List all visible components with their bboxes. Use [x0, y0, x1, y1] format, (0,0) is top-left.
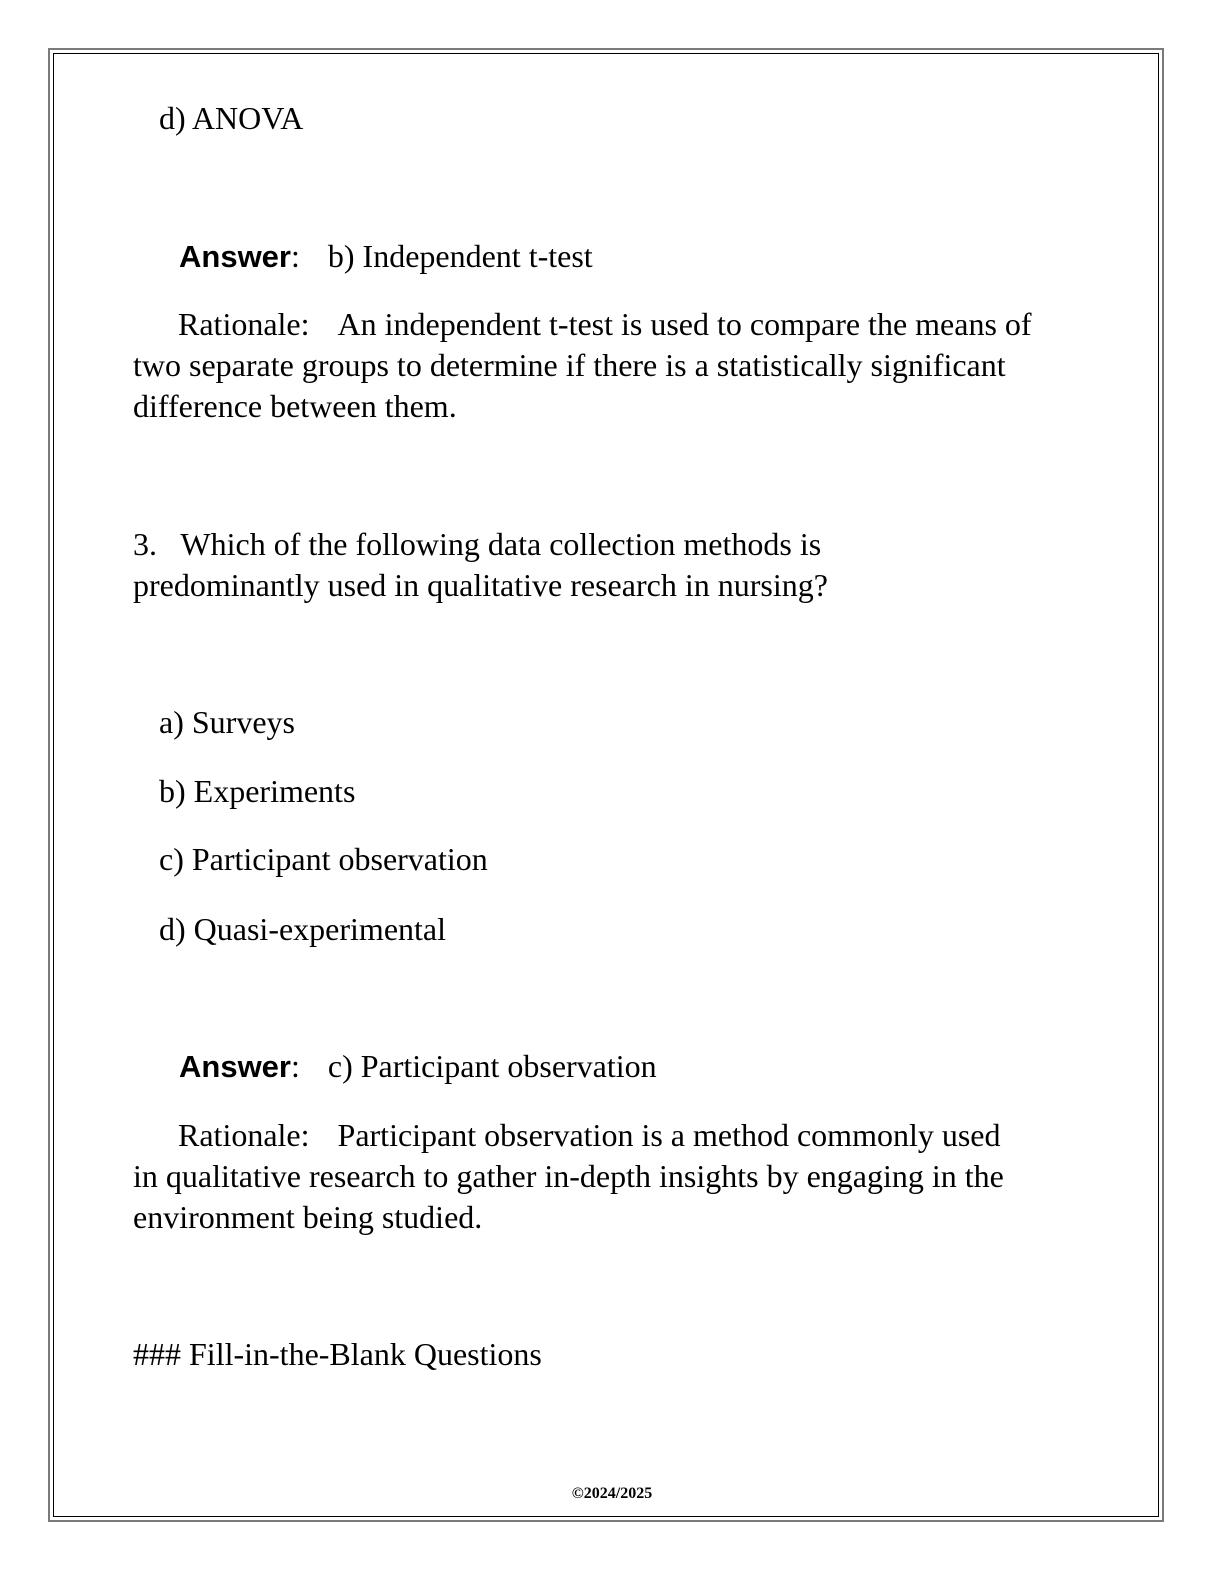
q3-rationale-label: Rationale:	[178, 1117, 310, 1153]
q2-rationale-label: Rationale:	[178, 306, 310, 342]
q2-answer-colon: :	[290, 238, 300, 274]
copyright-footer: ©2024/2025	[571, 1485, 653, 1502]
q3-answer-colon: :	[290, 1048, 300, 1084]
q3-option-d: d) Quasi-experimental	[159, 911, 446, 947]
q2-option-d: d) ANOVA	[159, 100, 304, 136]
q3-rationale-text: Participant observation is a method commonly used in qualitative research to gather in-depth insights by engaging in the environment being studied.	[133, 1117, 1004, 1235]
q3-answer-value: c) Participant observation	[327, 1048, 657, 1084]
q2-rationale-text: An independent t-test is used to compare the means of two separate groups to determine if there is a statistically significant difference between them.	[133, 306, 1032, 424]
q3-answer-line	[179, 1046, 657, 1087]
q3-option-b: b) Experiments	[159, 773, 356, 809]
q3-option-c: c) Participant observation	[159, 841, 488, 877]
q3-option-a: a) Surveys	[159, 704, 295, 740]
q3-question: 3. Which of the following data collection methods is predominantly used in qualitative research in nursing?	[133, 526, 830, 603]
q3-answer-label: Answer	[179, 1049, 291, 1084]
q2-answer-label: Answer	[179, 239, 291, 274]
section-heading: ### Fill-in-the-Blank Questions	[133, 1336, 542, 1372]
q3-rationale	[133, 1115, 1033, 1238]
q2-rationale	[133, 304, 1033, 427]
q2-answer-value: b) Independent t-test	[327, 238, 593, 274]
q2-answer-line	[179, 236, 593, 277]
